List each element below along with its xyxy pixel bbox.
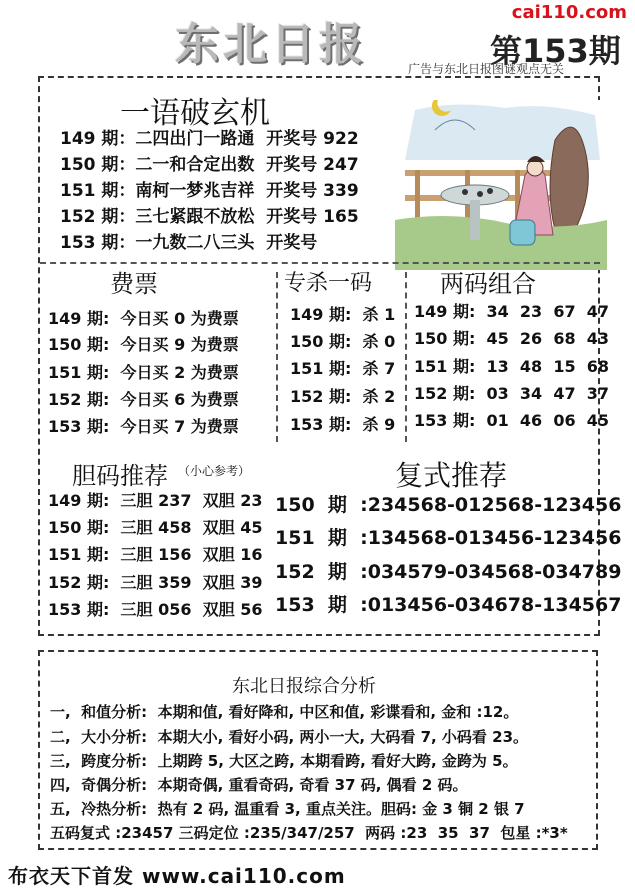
fushi-row: 152 期 :034579-034568-034789 [275, 561, 622, 583]
footer-text[interactable]: 布衣天下首发 www.cai110.com [8, 864, 346, 888]
yiyu-line: 150 期：二一和合定出数 开奖号 247 [60, 155, 359, 175]
analysis-line: 五码复式 :23457 三码定位 :235/347/257 两码 :23 35 37 包星 :*3* [50, 824, 568, 842]
pair-row: 152 期: 03 34 47 37 [414, 384, 609, 403]
pair-title: 两码组合 [440, 270, 536, 298]
disclaimer: 广告与东北日报图谜观点无关 [408, 62, 565, 76]
yiyu-line: 151 期：南柯一梦兆吉祥 开奖号 339 [60, 181, 359, 201]
site-logo-text[interactable]: cai110.com [511, 2, 627, 23]
kill-row: 152 期: 杀 2 [290, 387, 396, 406]
fushi-row: 153 期 :013456-034678-134567 [275, 594, 622, 616]
analysis-line: 四, 奇偶分析: 本期奇偶, 重看奇码, 奇看 37 码, 偶看 2 码。 [50, 776, 468, 794]
dan-title: 胆码推荐 [72, 462, 168, 490]
kill-row: 149 期: 杀 1 [290, 305, 396, 324]
pair-row: 149 期: 34 23 67 47 [414, 302, 609, 321]
analysis-line: 五, 冷热分析: 热有 2 码, 温重看 3, 重点关注。胆码: 金 3 铜 2 银 7 [50, 800, 525, 818]
dan-row: 151 期: 三胆 156 双胆 16 [48, 545, 263, 564]
yiyu-line: 153 期：一九数二八三头 开奖号 [60, 233, 318, 253]
fushi-title: 复式推荐 [395, 459, 508, 492]
dan-row: 149 期: 三胆 237 双胆 23 [48, 491, 263, 510]
yiyu-title: 一语破玄机 [120, 96, 270, 131]
free-title: 费票 [110, 270, 158, 298]
dan-row: 153 期: 三胆 056 双胆 56 [48, 600, 263, 619]
dan-row: 152 期: 三胆 359 双胆 39 [48, 573, 263, 592]
newspaper-title: 东北日报 [175, 19, 367, 70]
pair-row: 153 期: 01 46 06 45 [414, 411, 609, 430]
kill-row: 150 期: 杀 0 [290, 332, 396, 351]
kill-row: 151 期: 杀 7 [290, 359, 396, 378]
free-row: 150 期: 今日买 9 为费票 [48, 335, 239, 354]
kill-row: 153 期: 杀 9 [290, 415, 396, 434]
fushi-row: 151 期 :134568-013456-123456 [275, 527, 622, 549]
analysis-line: 二, 大小分析: 本期大小, 看好小码, 两小一大, 大码看 7, 小码看 23。 [50, 728, 529, 746]
analysis-title: 东北日报综合分析 [232, 676, 376, 697]
dan-row: 150 期: 三胆 458 双胆 45 [48, 518, 263, 537]
free-row: 151 期: 今日买 2 为费票 [48, 363, 239, 382]
kill-title: 专杀一码 [284, 271, 373, 296]
pair-row: 151 期: 13 48 15 68 [414, 357, 609, 376]
yiyu-line: 149 期：二四出门一路通 开奖号 922 [60, 129, 359, 149]
illustration-image [395, 100, 607, 270]
column-divider [276, 272, 278, 442]
pair-row: 150 期: 45 26 68 43 [414, 329, 609, 348]
column-divider [405, 272, 407, 442]
yiyu-line: 152 期：三七紧跟不放松 开奖号 165 [60, 207, 359, 227]
dan-note: （小心参考） [178, 464, 251, 478]
fushi-row: 150 期 :234568-012568-123456 [275, 494, 622, 516]
free-row: 149 期: 今日买 0 为费票 [48, 309, 239, 328]
issue-number: 第153期 [490, 32, 621, 70]
free-row: 153 期: 今日买 7 为费票 [48, 417, 239, 436]
free-row: 152 期: 今日买 6 为费票 [48, 390, 239, 409]
analysis-line: 三, 跨度分析: 上期跨 5, 大区之跨, 本期看跨, 看好大跨, 金跨为 5。 [50, 752, 518, 770]
analysis-line: 一, 和值分析: 本期和值, 看好降和, 中区和值, 彩谍看和, 金和 :12。 [50, 703, 519, 721]
